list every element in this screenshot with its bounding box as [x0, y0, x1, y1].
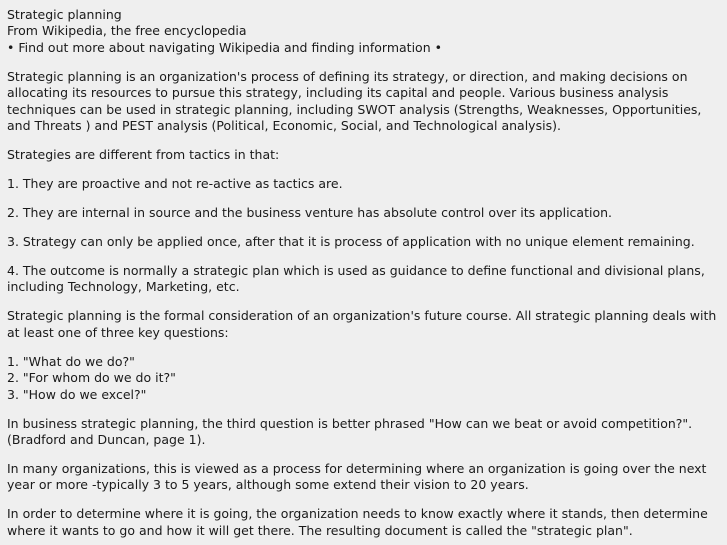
- question-item: 2. "For whom do we do it?": [7, 370, 176, 386]
- source-line: From Wikipedia, the free encyclopedia: [7, 23, 247, 39]
- article-header: [7, 7, 720, 56]
- navigation-note: • Find out more about navigating Wikipedia and finding information •: [7, 39, 442, 55]
- tactics-lead-paragraph: Strategies are different from tactics in that:: [7, 147, 280, 163]
- formal-consideration-paragraph: Strategic planning is the formal consideration of an organization's future course. All strategic planning deals with at least one of three key questions:: [7, 308, 717, 340]
- determine-direction-paragraph: In order to determine where it is going, the organization needs to know exactly where it stands, then determine where it wants to go and how it will get there. The resulting document is called the "strategic plan".: [7, 506, 708, 538]
- question-item: 1. "What do we do?": [7, 353, 135, 369]
- question-item: 3. "How do we excel?": [7, 386, 147, 402]
- intro-paragraph: Strategic planning is an organization's process of defining its strategy, or direction, and making decisions on allocating its resources to pursue this strategy, including its capital and people. Various business analysis techniques can be used in strategic planning, including SWOT analysis (Strengths, Weaknesses, Opportunities, and Threats ) and PEST analysis (Political, Economic, Social, and Technological analysis).: [7, 68, 702, 134]
- business-planning-paragraph: In business strategic planning, the third question is better phrased "How can we beat or avoid competition?". (Bradford and Duncan, page 1).: [7, 415, 693, 448]
- point-2-paragraph: 2. They are internal in source and the business venture has absolute control over its application.: [7, 205, 613, 221]
- point-3-paragraph: 3. Strategy can only be applied once, after that it is process of application with no unique element remaining.: [7, 234, 695, 250]
- many-organizations-paragraph: In many organizations, this is viewed as a process for determining where an organization is going over the next year or more -typically 3 to 5 years, although some extend their vision to 20 years.: [7, 461, 707, 493]
- point-4-paragraph: 4. The outcome is normally a strategic plan which is used as guidance to define functional and divisional plans, including Technology, Marketing, etc.: [7, 263, 705, 295]
- point-1-paragraph: 1. They are proactive and not re-active as tactics are.: [7, 176, 343, 192]
- key-questions-list: [7, 354, 720, 403]
- page-title: Strategic planning: [7, 7, 122, 22]
